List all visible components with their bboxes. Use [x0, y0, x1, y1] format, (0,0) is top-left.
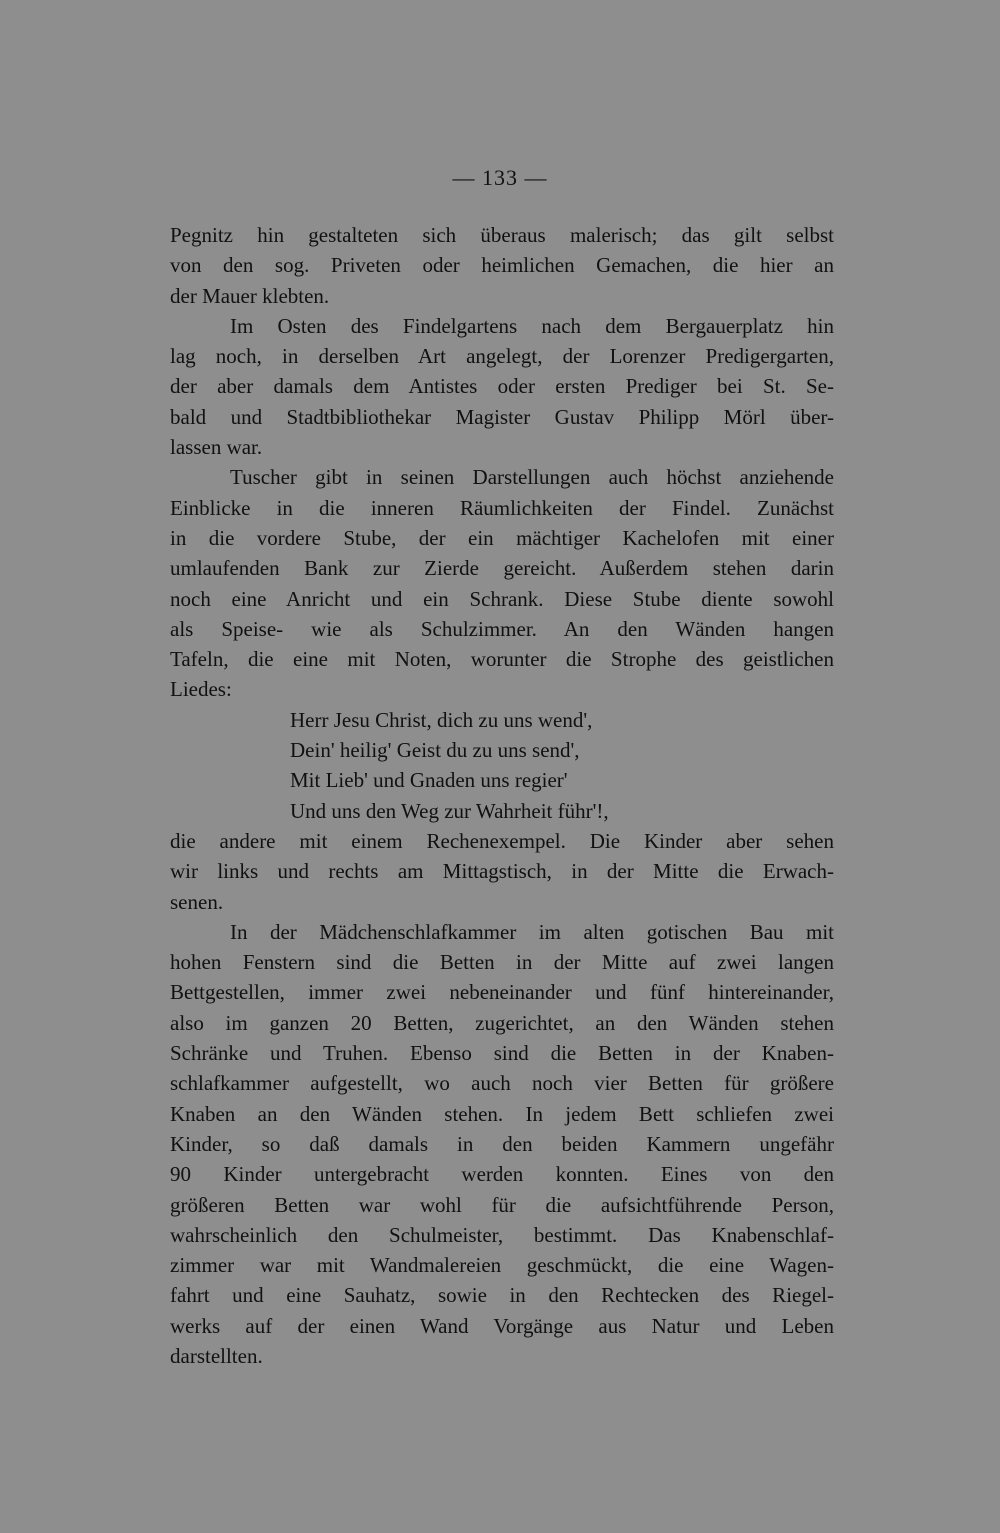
text-line: fahrt und eine Sauhatz, sowie in den Rechtecken des Riegel-: [170, 1283, 834, 1308]
text-line: größeren Betten war wohl für die aufsichtführende Person,: [170, 1192, 834, 1217]
text-line: Liedes:: [170, 677, 232, 702]
verse-line: Und uns den Weg zur Wahrheit führ'!,: [290, 798, 609, 823]
text-line: Pegnitz hin gestalteten sich überaus malerisch; das gilt selbst: [170, 223, 834, 247]
text-line: Schränke und Truhen. Ebenso sind die Betten in der Knaben-: [170, 1041, 834, 1066]
text-line: schlafkammer aufgestellt, wo auch noch vier Betten für größere: [170, 1071, 834, 1096]
text-line: darstellten.: [170, 1343, 263, 1368]
text-line: In der Mädchenschlafkammer im alten gotischen Bau mit: [230, 919, 834, 944]
text-line: lassen war.: [170, 435, 263, 460]
text-line: Tuscher gibt in seinen Darstellungen auch höchst anziehende: [230, 465, 834, 490]
text-line: zimmer war mit Wandmalereien geschmückt, die eine Wagen-: [170, 1253, 834, 1278]
text-line: Bettgestellen, immer zwei nebeneinander und fünf hintereinander,: [170, 980, 834, 1005]
text-line: umlaufenden Bank zur Zierde gereicht. Außerdem stehen darin: [170, 556, 834, 581]
text-line: werks auf der einen Wand Vorgänge aus Natur und Leben: [170, 1313, 834, 1338]
text-line: 90 Kinder untergebracht werden konnten. Eines von den: [170, 1162, 834, 1187]
text-line: Tafeln, die eine mit Noten, worunter die Strophe des geistlichen: [170, 647, 834, 672]
verse-line: Herr Jesu Christ, dich zu uns wend',: [290, 707, 593, 732]
text-line: noch eine Anricht und ein Schrank. Diese Stube diente sowohl: [170, 586, 834, 611]
text-line: lag noch, in derselben Art angelegt, der Lorenzer Predigergarten,: [170, 344, 834, 369]
text-line: senen.: [170, 889, 224, 914]
text-line: Einblicke in die inneren Räumlichkeiten der Findel. Zunächst: [170, 495, 834, 520]
text-line: Knaben an den Wänden stehen. In jedem Bett schliefen zwei: [170, 1101, 834, 1126]
body-text: [170, 220, 834, 1371]
text-line: in die vordere Stube, der ein mächtiger Kachelofen mit einer: [170, 525, 834, 550]
text-line: wir links und rechts am Mittagstisch, in der Mitte die Erwach-: [170, 859, 834, 884]
verse-line: Dein' heilig' Geist du zu uns send',: [290, 738, 580, 763]
page-number: — 133 —: [452, 165, 548, 190]
text-line: der aber damals dem Antistes oder ersten Prediger bei St. Se-: [170, 374, 834, 399]
text-line: bald und Stadtbibliothekar Magister Gustav Philipp Mörl über-: [170, 404, 834, 429]
text-line: wahrscheinlich den Schulmeister, bestimmt. Das Knabenschlaf-: [170, 1222, 834, 1247]
text-line: Im Osten des Findelgartens nach dem Bergauerplatz hin: [230, 313, 834, 338]
text-line: hohen Fenstern sind die Betten in der Mitte auf zwei langen: [170, 950, 834, 975]
verse-line: Mit Lieb' und Gnaden uns regier': [290, 768, 568, 793]
text-line: Kinder, so daß damals in den beiden Kammern ungefähr: [170, 1131, 834, 1156]
text-line: also im ganzen 20 Betten, zugerichtet, an den Wänden stehen: [170, 1010, 834, 1035]
text-line: der Mauer klebten.: [170, 283, 330, 308]
text-line: als Speise- wie als Schulzimmer. An den Wänden hangen: [170, 616, 834, 641]
text-line: die andere mit einem Rechenexempel. Die Kinder aber sehen: [170, 828, 834, 853]
text-line: von den sog. Priveten oder heimlichen Gemachen, die hier an: [170, 253, 834, 278]
